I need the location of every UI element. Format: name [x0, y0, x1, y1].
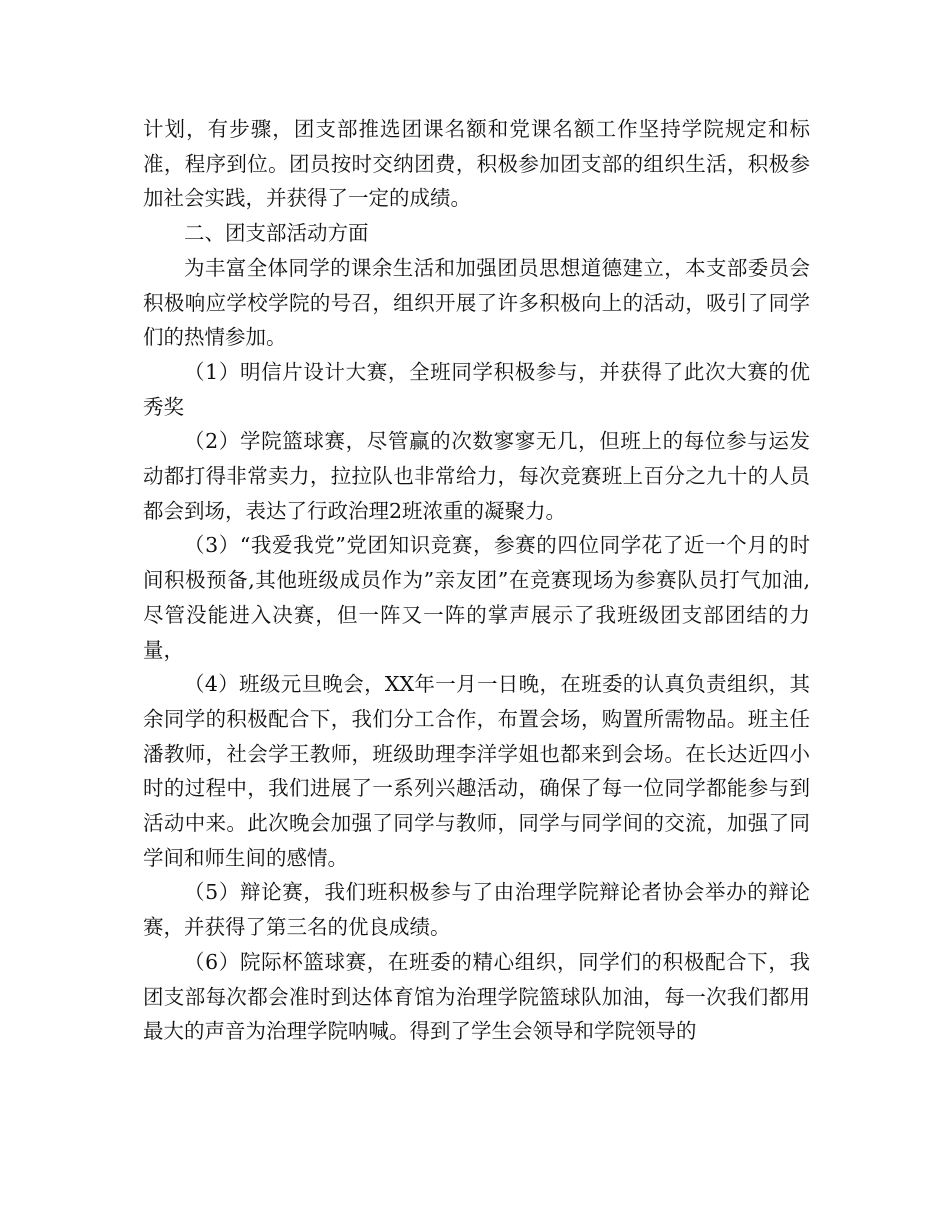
- list-item-2: （2）学院篮球赛，尽管赢的次数寥寥无几，但班上的每位参与运发动都打得非常卖力，拉拉队也非常给力，每次竞赛班上百分之九十的人员都会到场，表达了行政治理2班浓重的凝聚力。: [143, 429, 810, 523]
- list-item-6: （6）院际杯篮球赛，在班委的精心组织，同学们的积极配合下，我团支部每次都会准时到达体育馆为治理学院篮球队加油，每一次我们都用最大的声音为治理学院呐喊。得到了学生会领导和学院领导的: [143, 949, 810, 1044]
- list-item-4: （4）班级元旦晚会，XX年一月一日晚，在班委的认真负责组织，其余同学的积极配合下，我们分工合作，布置会场，购置所需物品。班主任潘教师，社会学王教师，班级助理李洋学姐也都来到会场。在长达近四小时的过程中，我们进展了一系列兴趣活动，确保了每一位同学都能参与到活动中来。此次晚会加强了同学与教师，同学与同学间的交流，加强了同学间和师生间的感情。: [143, 672, 810, 870]
- paragraph-intro: 为丰富全体同学的课余生活和加强团员思想道德建立，本支部委员会积极响应学校学院的号召，组织开展了许多积极向上的活动，吸引了同学们的热情参加。: [143, 255, 810, 350]
- list-item-3: （3）“我爱我党”党团知识竞赛，参赛的四位同学花了近一个月的时间积极预备,其他班级成员作为”亲友团”在竞赛现场为参赛队员打气加油,尽管没能进入决赛，但一阵又一阵的掌声展示了我班级团支部团结的力量，: [143, 533, 810, 662]
- document-body: [143, 112, 810, 1049]
- list-item-1: （1）明信片设计大赛，全班同学积极参与，并获得了此次大赛的优秀奖: [143, 359, 810, 419]
- section-heading: 二、团支部活动方面: [184, 221, 369, 246]
- paragraph-continuation: 计划，有步骤，团支部推选团课名额和党课名额工作坚持学院规定和标准，程序到位。团员按时交纳团费，积极参加团支部的组织生活，积极参加社会实践，并获得了一定的成绩。: [143, 117, 810, 211]
- list-item-5: （5）辩论赛，我们班积极参与了由治理学院辩论者协会举办的辩论赛，并获得了第三名的优良成绩。: [143, 880, 810, 940]
